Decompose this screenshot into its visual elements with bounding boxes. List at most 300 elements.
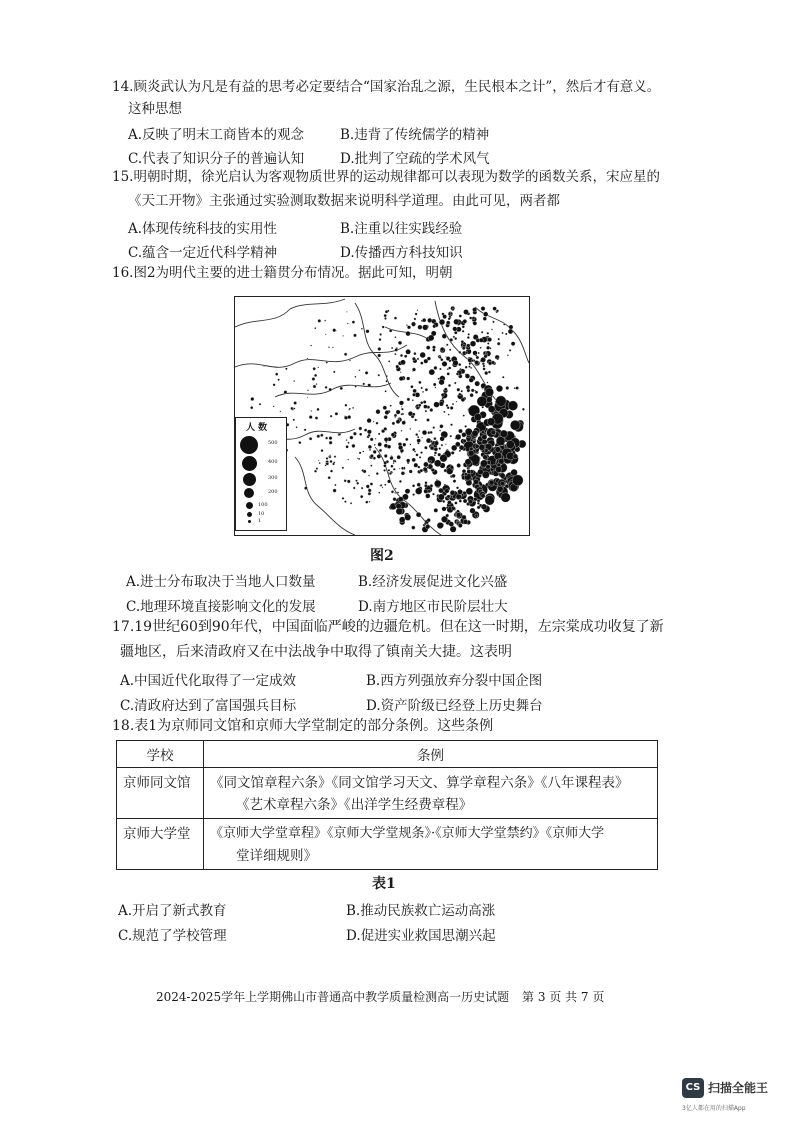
map-dot bbox=[456, 373, 459, 376]
map-dot bbox=[382, 326, 385, 329]
q15-option-b: B.注重以往实践经验 bbox=[340, 221, 463, 237]
map-dot bbox=[446, 514, 449, 517]
map-dot bbox=[459, 445, 464, 450]
map-dot bbox=[453, 360, 459, 366]
map-dot bbox=[450, 312, 453, 315]
map-dot bbox=[486, 346, 490, 350]
map-dot bbox=[483, 455, 488, 460]
map-dot bbox=[416, 406, 419, 409]
map-dot bbox=[380, 485, 382, 487]
map-dot bbox=[456, 513, 461, 518]
table-header-rules: 条例 bbox=[204, 741, 658, 768]
map-dot bbox=[454, 502, 457, 505]
map-dot bbox=[427, 357, 431, 361]
map-dot bbox=[475, 444, 479, 448]
map-dot bbox=[415, 313, 418, 316]
map-dot bbox=[359, 452, 361, 454]
map-dot bbox=[307, 390, 309, 392]
legend-value-500: 500 bbox=[268, 440, 278, 446]
map-dot bbox=[463, 439, 467, 443]
map-dot bbox=[496, 310, 499, 313]
map-dot bbox=[313, 367, 316, 370]
map-dot bbox=[318, 319, 321, 322]
map-dot bbox=[452, 309, 454, 311]
map-dot bbox=[363, 470, 366, 473]
map-dot bbox=[467, 470, 471, 474]
map-dot bbox=[456, 494, 462, 500]
map-dot bbox=[376, 422, 379, 425]
map-dot bbox=[384, 427, 387, 430]
map-dot bbox=[450, 526, 456, 532]
map-dot bbox=[393, 468, 395, 470]
q16-option-c: C.地理环境直接影响文化的发展 bbox=[126, 599, 316, 615]
map-dot bbox=[468, 450, 474, 456]
map-dot bbox=[317, 435, 320, 438]
map-dot bbox=[496, 396, 507, 407]
map-dot bbox=[452, 474, 456, 478]
map-dot bbox=[375, 438, 376, 439]
map-dot bbox=[457, 489, 462, 494]
map-dot bbox=[346, 445, 349, 448]
map-dot bbox=[325, 386, 328, 389]
map-dot bbox=[479, 338, 483, 342]
map-dot bbox=[480, 347, 482, 349]
map-dot bbox=[454, 382, 456, 384]
map-dot bbox=[383, 406, 387, 410]
map-dot bbox=[373, 421, 374, 422]
map-dot bbox=[340, 387, 343, 390]
map-dot bbox=[451, 451, 454, 454]
regulations-table bbox=[116, 740, 658, 870]
map-dot bbox=[379, 333, 381, 335]
map-dot bbox=[475, 381, 480, 386]
map-dot bbox=[475, 391, 478, 394]
map-dot bbox=[342, 335, 343, 336]
map-dot bbox=[449, 349, 451, 351]
map-dot bbox=[378, 433, 380, 435]
q15-option-c: C.蕴含一定近代科学精神 bbox=[128, 245, 278, 261]
map-dot bbox=[353, 432, 356, 435]
map-dot bbox=[512, 475, 523, 486]
map-dot bbox=[406, 331, 411, 336]
map-dot bbox=[487, 337, 491, 341]
map-dot bbox=[330, 460, 333, 463]
map-dot bbox=[462, 515, 467, 520]
map-dot bbox=[361, 487, 363, 489]
map-dot bbox=[316, 468, 318, 470]
map-dot bbox=[379, 449, 382, 452]
map-dot bbox=[329, 436, 332, 439]
map-dot bbox=[450, 465, 454, 469]
map-dot bbox=[450, 424, 452, 426]
map-dot bbox=[294, 401, 297, 404]
map-dot bbox=[497, 342, 500, 345]
map-dot bbox=[304, 487, 307, 490]
map-dot bbox=[391, 465, 394, 468]
map-dot bbox=[417, 483, 421, 487]
map-dot bbox=[399, 468, 400, 469]
legend-circle-10 bbox=[247, 512, 252, 517]
map-dot bbox=[396, 410, 400, 414]
map-dot bbox=[293, 380, 295, 382]
map-dot bbox=[514, 387, 516, 389]
map-dot bbox=[489, 480, 494, 485]
map-dot bbox=[314, 470, 317, 473]
map-dot bbox=[328, 476, 331, 479]
map-dot bbox=[474, 497, 478, 501]
map-dot bbox=[461, 494, 464, 497]
rules-line: 《艺术章程六条》《出洋学生经费章程》 bbox=[236, 797, 473, 813]
map-dot bbox=[348, 442, 350, 444]
map-dot bbox=[325, 334, 326, 335]
map-dot bbox=[495, 447, 501, 453]
map-dot bbox=[384, 444, 388, 448]
map-dot bbox=[394, 492, 396, 494]
map-dot bbox=[456, 401, 457, 402]
map-dot bbox=[362, 451, 364, 453]
map-dot bbox=[473, 479, 478, 484]
map-dot bbox=[434, 441, 439, 446]
map-dot bbox=[430, 408, 433, 411]
map-dot bbox=[488, 361, 492, 365]
q16-stem: 16.图2为明代主要的进士籍贯分布情况。据此可知，明朝 bbox=[112, 265, 453, 281]
map-dot bbox=[413, 389, 417, 393]
map-dot bbox=[347, 323, 348, 324]
map-dot bbox=[471, 360, 473, 362]
map-dot bbox=[453, 327, 458, 332]
map-dot bbox=[315, 417, 318, 420]
map-dot bbox=[367, 430, 371, 434]
legend-title: 人 数 bbox=[246, 423, 268, 433]
map-dot bbox=[401, 413, 403, 415]
map-dot bbox=[396, 503, 402, 509]
map-dot bbox=[406, 459, 410, 463]
map-dot bbox=[403, 443, 407, 447]
map-dot bbox=[307, 397, 308, 398]
map-dot bbox=[449, 315, 451, 317]
map-dot bbox=[439, 430, 441, 432]
map-dot bbox=[496, 437, 505, 446]
legend-value-10: 10 bbox=[258, 511, 265, 517]
map-dot bbox=[422, 430, 427, 435]
map-dot bbox=[391, 490, 394, 493]
map-dot bbox=[397, 492, 399, 494]
map-dot bbox=[378, 442, 382, 446]
map-dot bbox=[407, 398, 410, 401]
map-dot bbox=[347, 459, 349, 461]
map-dot bbox=[459, 500, 462, 503]
map-dot bbox=[345, 404, 348, 407]
map-dot bbox=[522, 408, 525, 411]
table-header-school: 学校 bbox=[117, 741, 204, 768]
map-dot bbox=[477, 499, 480, 502]
map-dot bbox=[423, 462, 428, 467]
map-dot bbox=[483, 312, 488, 317]
map-dot bbox=[439, 401, 444, 406]
map-dot bbox=[326, 457, 328, 459]
map-dot bbox=[324, 320, 326, 322]
map-dot bbox=[444, 388, 447, 391]
map-dot bbox=[393, 497, 397, 501]
map-dot bbox=[280, 411, 281, 412]
map-dot bbox=[344, 416, 348, 420]
map-dot bbox=[330, 415, 332, 417]
map-dot bbox=[467, 336, 470, 339]
map-dot bbox=[372, 351, 373, 352]
map-dot bbox=[373, 450, 377, 454]
q14-option-c: C.代表了知识分子的普遍认知 bbox=[128, 151, 305, 167]
jinshi-distribution-map bbox=[234, 296, 530, 536]
map-dot bbox=[458, 523, 462, 527]
map-dot bbox=[422, 325, 428, 331]
map-dot bbox=[487, 332, 489, 334]
map-dot bbox=[405, 514, 411, 520]
legend-circle-300 bbox=[243, 473, 256, 486]
legend-circle-500 bbox=[240, 436, 258, 454]
map-dot bbox=[465, 352, 468, 355]
map-dot bbox=[420, 451, 422, 453]
map-dot bbox=[397, 455, 401, 459]
q14-option-b: B.违背了传统儒学的精神 bbox=[340, 127, 490, 143]
map-dot bbox=[399, 480, 402, 483]
map-dot bbox=[384, 314, 387, 317]
map-dot bbox=[434, 402, 440, 408]
map-dot bbox=[434, 437, 437, 440]
map-dot bbox=[479, 444, 485, 450]
map-dot bbox=[414, 463, 418, 467]
map-dot bbox=[346, 439, 348, 441]
map-dot bbox=[388, 473, 390, 475]
map-dot bbox=[350, 436, 354, 440]
map-dot bbox=[439, 368, 441, 370]
map-dot bbox=[347, 415, 351, 419]
map-dot bbox=[317, 408, 320, 411]
map-dot bbox=[406, 349, 411, 354]
map-dot bbox=[465, 374, 470, 379]
map-dot bbox=[401, 471, 405, 475]
map-dot bbox=[450, 338, 453, 341]
map-dot bbox=[307, 358, 308, 359]
map-dot bbox=[481, 306, 485, 310]
q15-stem-line2: 《天工开物》主张通过实验测取数据来说明科学道理。由此可见，两者都 bbox=[128, 193, 560, 209]
map-dot bbox=[410, 428, 412, 430]
map-dot bbox=[415, 488, 422, 495]
map-dot bbox=[412, 357, 415, 360]
map-dot bbox=[509, 325, 513, 329]
map-dot bbox=[459, 351, 462, 354]
map-dot bbox=[472, 440, 475, 443]
map-dot bbox=[463, 520, 468, 525]
map-dot bbox=[355, 385, 357, 387]
map-dot bbox=[502, 376, 504, 378]
map-dot bbox=[393, 462, 395, 464]
map-dot bbox=[462, 347, 465, 350]
map-dot bbox=[386, 460, 389, 463]
map-dot bbox=[409, 470, 413, 474]
map-dot bbox=[443, 411, 445, 413]
map-dot bbox=[365, 501, 368, 504]
map-dot bbox=[383, 464, 386, 467]
map-dot bbox=[495, 466, 501, 472]
map-dot bbox=[420, 362, 423, 365]
map-dot bbox=[475, 514, 478, 517]
q16-option-a: A.进士分布取决于当地人口数量 bbox=[126, 574, 316, 590]
table-header-row bbox=[117, 741, 658, 768]
map-dot bbox=[441, 444, 443, 446]
map-dot bbox=[358, 458, 360, 460]
q15-option-a: A.体现传统科技的实用性 bbox=[128, 221, 278, 237]
map-dot bbox=[503, 323, 505, 325]
map-dot bbox=[398, 341, 402, 345]
rules-line: 《同文馆章程六条》《同文馆学习天文、算学章程六条》《八年课程表》 bbox=[210, 775, 629, 791]
map-dot bbox=[418, 325, 423, 330]
map-dot bbox=[427, 467, 429, 469]
map-dot bbox=[439, 447, 441, 449]
map-dot bbox=[314, 327, 316, 329]
map-dot bbox=[314, 374, 317, 377]
map-dot bbox=[401, 406, 402, 407]
map-dot bbox=[446, 321, 450, 325]
map-dot bbox=[454, 319, 460, 325]
map-dot bbox=[438, 488, 443, 493]
map-dot bbox=[320, 434, 323, 437]
map-dot bbox=[434, 508, 438, 512]
map-dot bbox=[429, 460, 431, 462]
map-dot bbox=[473, 321, 477, 325]
map-dot bbox=[451, 445, 457, 451]
map-dot bbox=[370, 465, 372, 467]
table-caption: 表1 bbox=[372, 876, 396, 892]
map-dot bbox=[464, 473, 467, 476]
map-dot bbox=[423, 400, 426, 403]
map-dot bbox=[422, 437, 423, 438]
map-dot bbox=[361, 328, 363, 330]
map-dot bbox=[400, 372, 401, 373]
map-dot bbox=[385, 410, 389, 414]
map-dot bbox=[478, 352, 480, 354]
map-dot bbox=[318, 460, 319, 461]
map-dot bbox=[513, 454, 518, 459]
map-dot bbox=[461, 340, 464, 343]
map-dot bbox=[350, 502, 352, 504]
map-dot bbox=[458, 393, 461, 396]
map-dot bbox=[462, 325, 465, 328]
legend-circle-400 bbox=[242, 456, 257, 471]
map-dot bbox=[344, 480, 347, 483]
map-dot bbox=[505, 333, 507, 335]
map-dot bbox=[402, 421, 406, 425]
map-dot bbox=[433, 383, 436, 386]
map-dot bbox=[483, 317, 487, 321]
map-dot bbox=[326, 362, 328, 364]
map-dot bbox=[487, 382, 489, 384]
map-dot bbox=[304, 429, 306, 431]
map-dot bbox=[370, 483, 373, 486]
map-dot bbox=[442, 334, 447, 339]
map-dot bbox=[360, 495, 363, 498]
map-dot bbox=[420, 469, 423, 472]
map-dot bbox=[432, 346, 435, 349]
map-dot bbox=[507, 354, 509, 356]
rules-line: 《京师大学堂章程》《京师大学堂规条》·《京师大学堂禁约》《京师大学 bbox=[210, 826, 605, 841]
map-dot bbox=[470, 341, 476, 347]
map-dot bbox=[427, 318, 432, 323]
map-dot bbox=[401, 467, 404, 470]
map-dot bbox=[400, 360, 405, 365]
q18-option-b: B.推动民族救亡运动高涨 bbox=[346, 903, 496, 919]
map-dot bbox=[433, 426, 435, 428]
map-dot bbox=[441, 393, 444, 396]
map-dot bbox=[508, 401, 518, 411]
map-dot bbox=[392, 422, 395, 425]
legend-circle-200 bbox=[244, 488, 254, 498]
map-dot bbox=[384, 415, 388, 419]
map-dot bbox=[463, 319, 467, 323]
scanner-brand-name: 扫描全能王 bbox=[708, 1081, 769, 1095]
map-dot bbox=[418, 430, 420, 432]
map-dot bbox=[454, 337, 457, 340]
map-dot bbox=[472, 308, 476, 312]
map-dot bbox=[389, 329, 392, 332]
map-dot bbox=[506, 440, 514, 448]
map-dot bbox=[385, 390, 387, 392]
map-dot bbox=[384, 317, 386, 319]
map-dot bbox=[410, 444, 412, 446]
q17-option-c: C.清政府达到了富国强兵目标 bbox=[120, 698, 297, 714]
map-dot bbox=[434, 447, 438, 451]
map-dot bbox=[353, 334, 356, 337]
map-dot bbox=[368, 489, 371, 492]
map-dot bbox=[398, 497, 403, 502]
map-dot bbox=[425, 524, 430, 529]
q17-stem-line1: 17.19世纪60到90年代，中国面临严峻的边疆危机。但在这一时期，左宗棠成功收复了新 bbox=[112, 619, 664, 635]
map-dot bbox=[440, 358, 443, 361]
map-dot bbox=[342, 467, 344, 469]
map-dot bbox=[347, 480, 350, 483]
map-dot bbox=[451, 506, 455, 510]
rules-line: 堂详细规则》 bbox=[236, 848, 317, 864]
map-dot bbox=[368, 475, 370, 477]
map-dot bbox=[367, 418, 372, 423]
map-dot bbox=[474, 414, 481, 421]
map-dot bbox=[463, 499, 467, 503]
legend-circle-100 bbox=[246, 502, 253, 509]
map-dot bbox=[328, 346, 330, 348]
map-dot bbox=[484, 371, 488, 375]
map-dot bbox=[448, 384, 451, 387]
map-dot bbox=[468, 500, 472, 504]
scanner-brand-tagline: 3亿人都在用的扫描App bbox=[682, 1105, 746, 1112]
map-dot bbox=[378, 492, 380, 494]
map-dot bbox=[357, 458, 358, 459]
map-dot bbox=[434, 366, 438, 370]
map-dot bbox=[457, 388, 460, 391]
map-dot bbox=[464, 425, 466, 427]
map-dot bbox=[329, 455, 330, 456]
table-cell-school: 京师同文馆 bbox=[117, 768, 204, 819]
map-dot bbox=[342, 497, 344, 499]
map-dot bbox=[470, 508, 476, 514]
map-dot bbox=[369, 501, 371, 503]
map-dot bbox=[500, 481, 505, 486]
map-dot bbox=[472, 317, 475, 320]
map-dot bbox=[395, 488, 397, 490]
map-dot bbox=[491, 329, 493, 331]
scanner-logo-icon: CS bbox=[682, 1078, 704, 1098]
map-dot bbox=[353, 487, 355, 489]
map-dot bbox=[391, 347, 393, 349]
map-dot bbox=[467, 389, 470, 392]
